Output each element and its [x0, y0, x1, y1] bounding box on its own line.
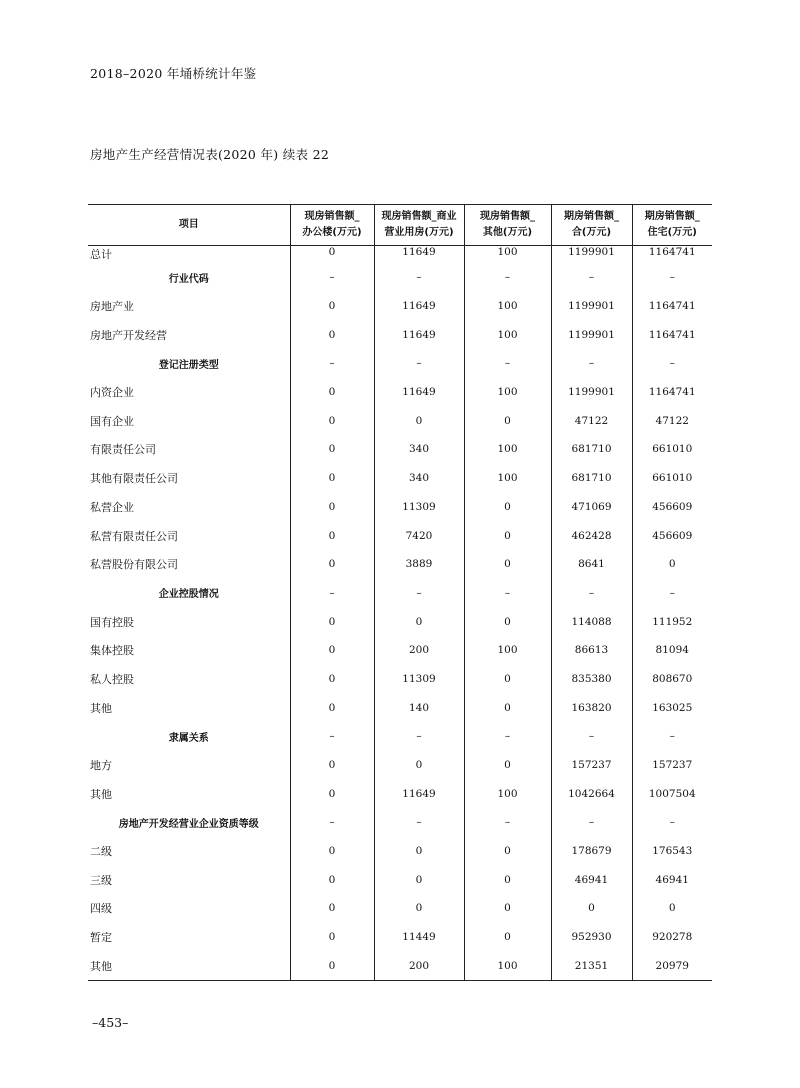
running-head: 2018–2020 年埇桥统计年鉴 [90, 66, 257, 81]
table-cell: 0 [464, 894, 551, 923]
table-cell: 462428 [551, 521, 632, 550]
table-cell: – [374, 579, 464, 608]
table-cell: 0 [290, 751, 374, 780]
table-cell: 11649 [374, 779, 464, 808]
table-cell: 456609 [632, 493, 712, 522]
row-label: 暂定 [90, 931, 112, 945]
table-cell: 0 [464, 607, 551, 636]
table-row [88, 521, 712, 550]
table-cell: 163820 [551, 693, 632, 722]
table-cell: 471069 [551, 493, 632, 522]
table-row [88, 435, 712, 464]
table-row [88, 751, 712, 780]
table-cell: 1164741 [632, 320, 712, 349]
table-cell: 200 [374, 636, 464, 665]
table-row [88, 837, 712, 866]
table-cell: – [551, 579, 632, 608]
row-label: 内资企业 [90, 386, 134, 400]
column-header-office [290, 205, 374, 246]
table-cell: 11309 [374, 665, 464, 694]
table-row [88, 464, 712, 493]
table-cell: – [632, 579, 712, 608]
row-label: 私营企业 [90, 500, 134, 514]
table-cell: 86613 [551, 636, 632, 665]
table-cell: 340 [374, 435, 464, 464]
category-label: 企业控股情况 [158, 589, 219, 601]
category-row [88, 263, 712, 292]
table-cell: 0 [632, 894, 712, 923]
table-cell: 111952 [632, 607, 712, 636]
table-header-row [88, 205, 712, 246]
table-cell: – [290, 808, 374, 837]
table-cell: 140 [374, 693, 464, 722]
table-cell: 0 [464, 406, 551, 435]
table-cell: 20979 [632, 952, 712, 981]
table-row [88, 292, 712, 321]
row-label: 房地产开发经营 [90, 328, 167, 342]
row-label: 私人控股 [90, 672, 134, 686]
table-cell: – [374, 349, 464, 378]
table-cell: 0 [290, 521, 374, 550]
table-cell: 0 [464, 693, 551, 722]
table-row [88, 550, 712, 579]
table-cell: 46941 [551, 865, 632, 894]
table-cell: 100 [464, 378, 551, 407]
row-label: 国有企业 [90, 414, 134, 428]
table-cell: 0 [374, 837, 464, 866]
table-row [88, 320, 712, 349]
table-cell: 0 [290, 550, 374, 579]
category-label: 隶属关系 [168, 732, 209, 744]
table-cell: 1199901 [551, 378, 632, 407]
table-cell: 100 [464, 320, 551, 349]
table-cell: 0 [290, 435, 374, 464]
table-cell: 11449 [374, 923, 464, 952]
row-label: 其他 [90, 701, 112, 715]
table-cell: – [374, 722, 464, 751]
table-row [88, 865, 712, 894]
table-cell: – [632, 722, 712, 751]
table-cell: 0 [290, 779, 374, 808]
table-cell: 952930 [551, 923, 632, 952]
table-cell: 681710 [551, 464, 632, 493]
table-cell: – [632, 349, 712, 378]
row-label: 有限责任公司 [90, 443, 156, 457]
table-cell: 163025 [632, 693, 712, 722]
column-header-line: 办公楼(万元) [302, 227, 362, 238]
table-cell: 11649 [374, 246, 464, 264]
table-cell: – [551, 722, 632, 751]
table-cell: 0 [464, 665, 551, 694]
table-cell: 0 [290, 320, 374, 349]
table-row [88, 952, 712, 981]
table-cell: 0 [464, 521, 551, 550]
table-cell: 114088 [551, 607, 632, 636]
table-cell: 21351 [551, 952, 632, 981]
table-cell: 1164741 [632, 246, 712, 264]
table-cell: 11649 [374, 292, 464, 321]
table-title: 房地产生产经营情况表(2020 年) 续表 22 [90, 147, 330, 162]
table-cell: 178679 [551, 837, 632, 866]
table-cell: 0 [464, 550, 551, 579]
table-cell: – [374, 263, 464, 292]
table-cell: 11649 [374, 320, 464, 349]
table-row [88, 378, 712, 407]
table-cell: 0 [290, 665, 374, 694]
table-cell: 100 [464, 246, 551, 264]
row-label: 三级 [90, 873, 112, 887]
table-cell: 176543 [632, 837, 712, 866]
table-cell: 0 [290, 493, 374, 522]
column-header-line: 现房销售额_ [304, 211, 360, 222]
column-header-line: 合(万元) [571, 227, 612, 238]
row-label: 其他 [88, 952, 290, 981]
column-header-other [464, 205, 551, 246]
column-header-line: 期房销售额_ [644, 211, 700, 222]
table-cell: – [464, 722, 551, 751]
table-row [88, 246, 712, 264]
column-header-presale-total [551, 205, 632, 246]
column-header-presale-residential [632, 205, 712, 246]
row-label: 房地产业 [90, 300, 134, 314]
table-row [88, 779, 712, 808]
table-cell: 661010 [632, 464, 712, 493]
row-label: 国有控股 [90, 615, 134, 629]
table-cell: 11309 [374, 493, 464, 522]
table-cell: 0 [374, 751, 464, 780]
table-row [88, 636, 712, 665]
row-label: 其他有限责任公司 [90, 472, 178, 486]
page-number: –453– [92, 1015, 129, 1030]
table-cell: 1007504 [632, 779, 712, 808]
table-row [88, 607, 712, 636]
row-label: 四级 [90, 902, 112, 916]
table-cell: 7420 [374, 521, 464, 550]
category-row [88, 722, 712, 751]
category-row [88, 579, 712, 608]
table-row [88, 693, 712, 722]
category-row [88, 349, 712, 378]
table-cell: 0 [374, 607, 464, 636]
table-row [88, 894, 712, 923]
table-cell: 340 [374, 464, 464, 493]
table-cell: 46941 [632, 865, 712, 894]
table-row [88, 493, 712, 522]
table-cell: – [464, 349, 551, 378]
table-cell: 47122 [551, 406, 632, 435]
table-cell: 1199901 [551, 246, 632, 264]
table-cell: 157237 [632, 751, 712, 780]
table-row [88, 665, 712, 694]
table-cell: 0 [464, 923, 551, 952]
table-cell: 0 [290, 292, 374, 321]
column-header-commercial [374, 205, 464, 246]
table-cell: 100 [464, 952, 551, 981]
table-cell: 0 [290, 246, 374, 264]
column-header-line: 项目 [178, 219, 199, 230]
table-cell: 0 [464, 751, 551, 780]
table-cell: 200 [374, 952, 464, 981]
table-cell: 0 [374, 894, 464, 923]
table-cell: 100 [464, 464, 551, 493]
table-cell: 1042664 [551, 779, 632, 808]
table-cell: – [632, 263, 712, 292]
category-label: 行业代码 [168, 273, 209, 285]
table-cell: 920278 [632, 923, 712, 952]
column-header-line: 现房销售额_商业 [381, 211, 457, 222]
table-cell: – [290, 579, 374, 608]
column-header-line: 营业用房(万元) [384, 227, 454, 238]
table-cell: 681710 [551, 435, 632, 464]
table-cell: 0 [464, 865, 551, 894]
table-cell: – [290, 722, 374, 751]
table-cell: 0 [290, 406, 374, 435]
table-cell: 0 [290, 378, 374, 407]
table-cell: – [464, 808, 551, 837]
table-cell: – [464, 579, 551, 608]
table-cell: 100 [464, 779, 551, 808]
row-label: 其他 [90, 787, 112, 801]
table-cell: – [464, 263, 551, 292]
table-cell: 100 [464, 292, 551, 321]
table-cell: 0 [290, 464, 374, 493]
statistics-table [88, 204, 712, 981]
row-label: 总计 [90, 248, 112, 261]
table-cell: 0 [464, 493, 551, 522]
table-row [88, 923, 712, 952]
table-cell: 81094 [632, 636, 712, 665]
table-body [88, 246, 712, 981]
table-cell: 1164741 [632, 292, 712, 321]
table-cell: 11649 [374, 378, 464, 407]
table-cell: – [551, 263, 632, 292]
row-label: 集体控股 [90, 644, 134, 658]
table-row [88, 406, 712, 435]
row-label: 二级 [90, 845, 112, 859]
category-label: 登记注册类型 [158, 359, 219, 371]
table-cell: 0 [290, 693, 374, 722]
table-cell: 157237 [551, 751, 632, 780]
table-cell: 47122 [632, 406, 712, 435]
row-label: 地方 [90, 759, 112, 773]
table-cell: 0 [374, 406, 464, 435]
table-cell: 100 [464, 636, 551, 665]
table-cell: 0 [464, 837, 551, 866]
table-cell: – [290, 263, 374, 292]
table-cell: 808670 [632, 665, 712, 694]
table-cell: – [290, 349, 374, 378]
category-row [88, 808, 712, 837]
table-cell: 0 [290, 894, 374, 923]
table-cell: 1199901 [551, 320, 632, 349]
column-header-line: 期房销售额_ [564, 211, 619, 222]
table-cell: 456609 [632, 521, 712, 550]
column-header-line: 住宅(万元) [647, 227, 697, 238]
table-cell: 661010 [632, 435, 712, 464]
table-cell: 0 [290, 923, 374, 952]
table-cell: – [551, 808, 632, 837]
column-header-item [88, 205, 290, 246]
table-cell: – [551, 349, 632, 378]
row-label: 私营股份有限公司 [90, 558, 178, 572]
table-cell: 1164741 [632, 378, 712, 407]
table-cell: – [374, 808, 464, 837]
table-cell: – [632, 808, 712, 837]
table-cell: 0 [290, 952, 374, 981]
table-cell: 100 [464, 435, 551, 464]
table-cell: 0 [551, 894, 632, 923]
table-cell: 0 [290, 636, 374, 665]
table-cell: 0 [290, 837, 374, 866]
table-cell: 1199901 [551, 292, 632, 321]
table-cell: 0 [290, 607, 374, 636]
table-cell: 0 [632, 550, 712, 579]
table-cell: 0 [374, 865, 464, 894]
table-cell: 835380 [551, 665, 632, 694]
table-cell: 3889 [374, 550, 464, 579]
row-label: 私营有限责任公司 [90, 529, 178, 543]
column-header-line: 其他(万元) [482, 227, 533, 238]
table-cell: 8641 [551, 550, 632, 579]
table-cell: 0 [290, 865, 374, 894]
category-label: 房地产开发经营业企业资质等级 [118, 818, 259, 830]
column-header-line: 现房销售额_ [480, 211, 535, 222]
